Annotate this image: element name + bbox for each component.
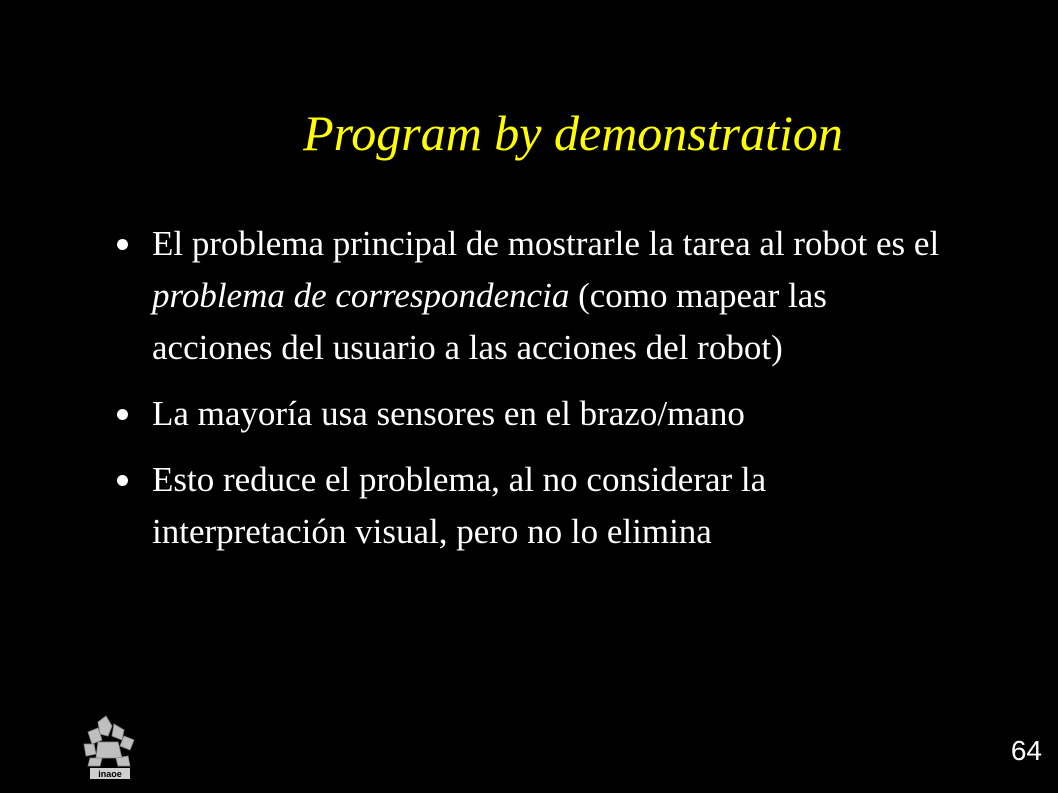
slide-title: Program by demonstration [303, 105, 843, 161]
bullet-item [110, 218, 940, 374]
bullet-item [110, 454, 940, 558]
bullet-dot-icon [117, 239, 128, 250]
bullet-text: El problema principal de mostrarle la tarea al robot es el [152, 224, 940, 263]
bullet-dot-icon [117, 409, 128, 420]
bullet-list [110, 218, 940, 572]
bullet-text: La mayoría usa sensores en el brazo/mano [152, 394, 745, 433]
logo-text: inaoe [98, 769, 122, 779]
bullet-item [110, 388, 940, 440]
bullet-emphasis: problema de correspondencia [152, 276, 570, 315]
bullet-text: (como mapear las acciones del usuario a las acciones del robot) [152, 276, 827, 367]
page-number: 64 [1010, 735, 1042, 766]
bullet-dot-icon [117, 475, 128, 486]
bullet-text: Esto reduce el problema, al no considerar la interpretación visual, pero no lo elimina [152, 460, 767, 551]
inaoe-logo-icon [78, 714, 140, 780]
